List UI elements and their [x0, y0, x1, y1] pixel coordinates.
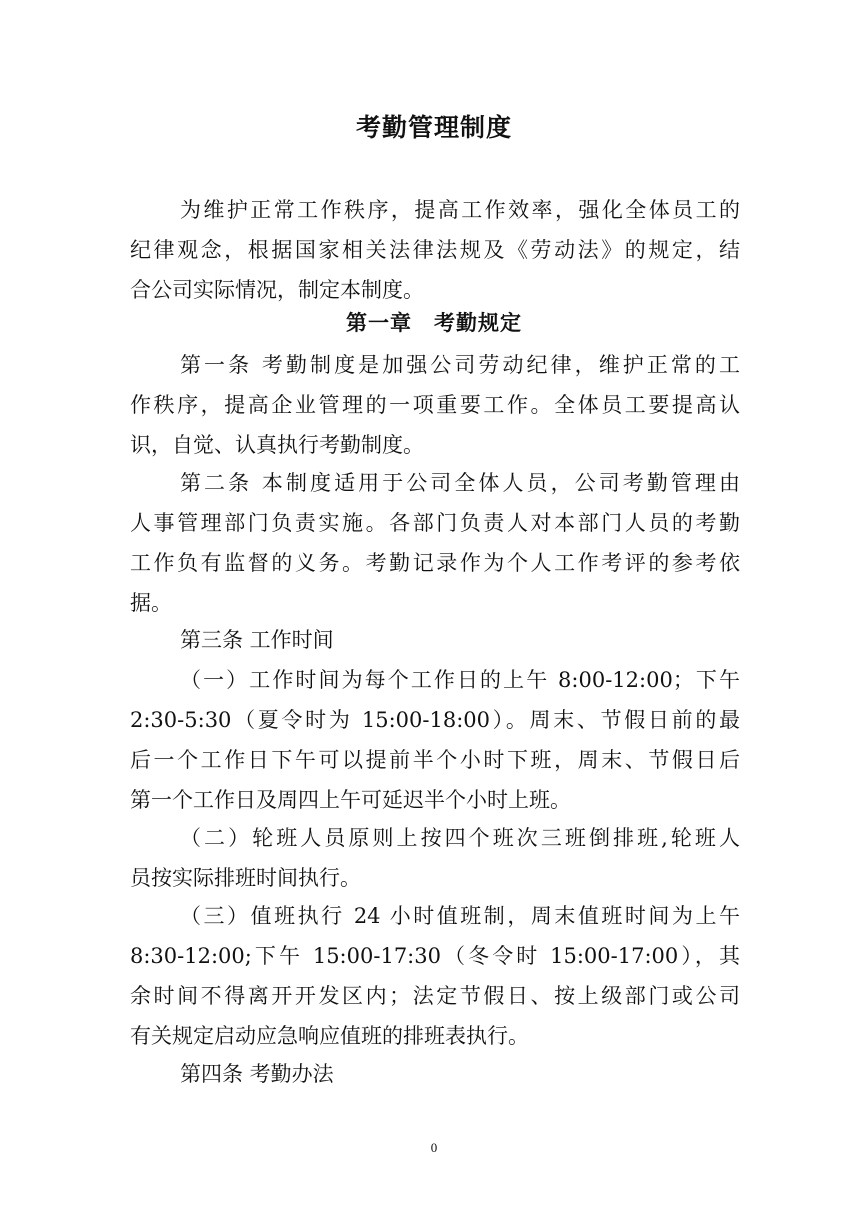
- paragraph-line: （二）轮班人员原则上按四个班次三班倒排班,轮班人: [180, 826, 740, 850]
- article-4-heading-paragraph: [130, 1054, 740, 1094]
- document-title: 考勤管理制度: [355, 113, 512, 142]
- paragraph-line: 据。: [130, 591, 172, 615]
- paragraph-line: 工作负有监督的义务。考勤记录作为个人工作考评的参考依: [130, 551, 740, 575]
- paragraph-line: 人事管理部门负责实施。各部门负责人对本部门人员的考勤: [130, 511, 740, 535]
- article-3-heading-paragraph: [130, 620, 740, 660]
- article-3-item-1-paragraph: [130, 660, 740, 820]
- paragraph-line: （一）工作时间为每个工作日的上午 8:00-12:00；下午: [180, 668, 740, 692]
- paragraph-line: 识，自觉、认真执行考勤制度。: [130, 433, 424, 457]
- paragraph-line: 第一条 考勤制度是加强公司劳动纪律，维护正常的工: [180, 353, 740, 377]
- paragraph-line: 余时间不得离开开发区内；法定节假日、按上级部门或公司: [130, 984, 740, 1008]
- paragraph-line: 员按实际排班时间执行。: [130, 866, 361, 890]
- paragraph-line: 第一个工作日及周四上午可延迟半个小时上班。: [130, 788, 571, 812]
- page-number: 0: [430, 1140, 438, 1155]
- paragraph-line: 有关规定启动应急响应值班的排班表执行。: [130, 1024, 529, 1048]
- article-3-item-3-paragraph: [130, 896, 740, 1056]
- paragraph-line: 纪律观念，根据国家相关法律法规及《劳动法》的规定，结: [130, 238, 740, 262]
- paragraph-line: 后一个工作日下午可以提前半个小时下班，周末、节假日后: [130, 748, 740, 772]
- article-heading: 第三条 工作时间: [180, 628, 334, 652]
- chapter-heading: 第一章 考勤规定: [346, 311, 522, 335]
- paragraph-line: 第二条 本制度适用于公司全体人员，公司考勤管理由: [180, 471, 740, 495]
- intro-paragraph: [130, 190, 740, 310]
- article-heading: 第四条 考勤办法: [180, 1062, 334, 1086]
- article-2-paragraph: [130, 463, 740, 623]
- paragraph-line: 为维护正常工作秩序，提高工作效率，强化全体员工的: [180, 198, 740, 222]
- paragraph-line: 8:30-12:00;下午 15:00-17:30（冬令时 15:00-17:00），其: [130, 944, 740, 968]
- article-1-paragraph: [130, 345, 740, 465]
- paragraph-line: 合公司实际情况，制定本制度。: [130, 278, 424, 302]
- paragraph-line: 2:30-5:30（夏令时为 15:00-18:00）。周末、节假日前的最: [130, 708, 740, 732]
- paragraph-line: （三）值班执行 24 小时值班制，周末值班时间为上午: [180, 904, 740, 928]
- article-3-item-2-paragraph: [130, 818, 740, 898]
- paragraph-line: 作秩序，提高企业管理的一项重要工作。全体员工要提高认: [130, 393, 740, 417]
